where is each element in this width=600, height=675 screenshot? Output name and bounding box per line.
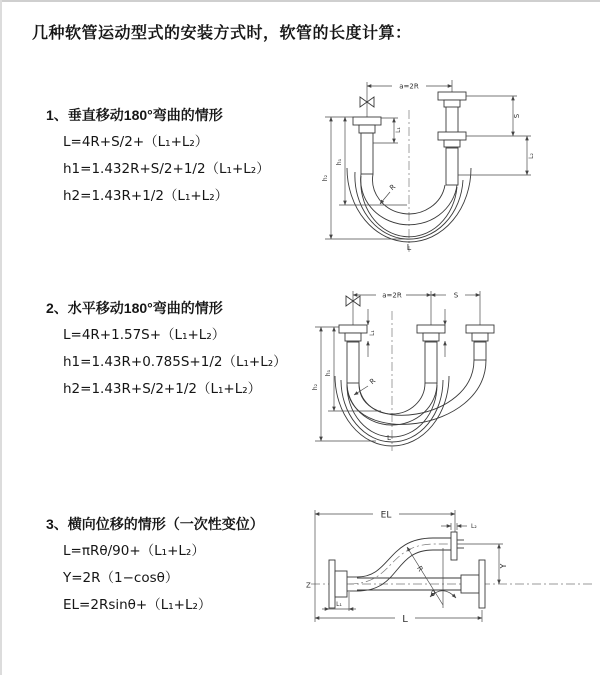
fitting-left-label: L₁: [395, 127, 402, 133]
pipe-nut: [353, 117, 381, 125]
diagram-vertical-180-bend: [312, 72, 557, 257]
pipe-nut: [438, 92, 466, 100]
page-title: 几种软管运动型式的安装方式时，软管的长度计算：: [32, 25, 412, 42]
braided-hose-end: [446, 148, 458, 185]
formula-line: Y=2R（1−cosθ）: [63, 570, 179, 586]
fitting-left-label: L₁: [336, 601, 342, 608]
diagram-lateral-displacement: [303, 498, 600, 646]
section-heading: 1、垂直移动180°弯曲的情形: [46, 107, 223, 123]
formula-line: h1=1.43R+0.785S+1/2（L₁+L₂）: [63, 354, 287, 370]
flange-hub: [461, 575, 479, 593]
section-3: [46, 514, 326, 615]
formula-line: h2=1.43R+S/2+1/2（L₁+L₂）: [63, 381, 262, 397]
formula-line: h1=1.432R+S/2+1/2（L₁+L₂）: [63, 161, 270, 177]
length-label: L: [387, 434, 391, 442]
formula-line: L=4R+S/2+（L₁+L₂）: [63, 134, 209, 150]
section-heading: 3、横向位移的情形（一次性变位）: [46, 516, 264, 532]
pipe-collar: [444, 140, 460, 147]
scan-edge-top: [0, 0, 600, 2]
radius-label: R: [415, 564, 425, 574]
formula-line: EL=2Rsinθ+（L₁+L₂）: [63, 597, 212, 613]
h2-dimension-label: h₂: [312, 383, 319, 391]
fitting-right-label: L₂: [471, 523, 477, 530]
stroke-dimension-label: S: [453, 291, 459, 300]
radius-label: R: [368, 376, 378, 387]
pipe-nut: [339, 325, 367, 333]
flange-plate: [451, 532, 457, 560]
braided-hose-end: [361, 133, 373, 174]
section-2: [46, 298, 326, 399]
offset-dimension-label: Y: [499, 563, 508, 569]
span-dimension-label: a=2R: [382, 291, 402, 300]
radius-line: [407, 547, 443, 605]
fitting-left-label: L₁: [369, 330, 376, 336]
formula-line: L=4R+1.57S+（L₁+L₂）: [63, 327, 226, 343]
span-dimension-label: a=2R: [399, 82, 419, 91]
h2-dimension-label: h₂: [322, 174, 329, 182]
pipe-collar: [345, 333, 361, 341]
hose-lower-wall: [357, 550, 451, 591]
pipe-collar: [472, 333, 488, 341]
flange-plate: [329, 560, 335, 608]
formula-line: h2=1.43R+1/2（L₁+L₂）: [63, 188, 229, 204]
pipe-nut: [417, 325, 445, 333]
el-dimension-label: EL: [380, 510, 392, 521]
h1-dimension-label: h₁: [325, 369, 332, 377]
diagram-horizontal-180-bend: [306, 283, 568, 463]
length-label: L: [406, 243, 412, 252]
radius-leader-line: [380, 192, 390, 204]
hose-moved-inner-wall: [359, 360, 474, 415]
hose-upper-wall: [357, 538, 451, 577]
scan-edge-left: [0, 0, 2, 675]
braided-hose-end: [425, 342, 437, 383]
section-1: [46, 105, 326, 206]
stroke-dimension-label: S: [513, 113, 521, 119]
fitting-right-label: L₂: [528, 153, 535, 159]
pipe-collar: [423, 333, 439, 341]
flange-plate: [479, 560, 485, 608]
h1-dimension-label: h₁: [336, 158, 343, 166]
formula-line: L=πRθ/90+（L₁+L₂）: [63, 543, 205, 559]
radius-label: R: [388, 182, 398, 193]
pipe-nut: [466, 325, 494, 333]
pipe-collar: [359, 125, 375, 133]
braided-hose-end: [347, 342, 359, 383]
braided-hose-end: [474, 342, 486, 360]
length-label: L: [402, 614, 408, 625]
flange-hub: [335, 571, 347, 597]
pipe-nut: [438, 132, 466, 140]
pipe-collar: [444, 100, 460, 107]
hose-moved-outer-wall: [347, 360, 486, 424]
centerline-mark-label: Z: [306, 581, 311, 590]
angle-label: θ: [430, 590, 436, 598]
section-heading: 2、水平移动180°弯曲的情形: [46, 300, 223, 316]
